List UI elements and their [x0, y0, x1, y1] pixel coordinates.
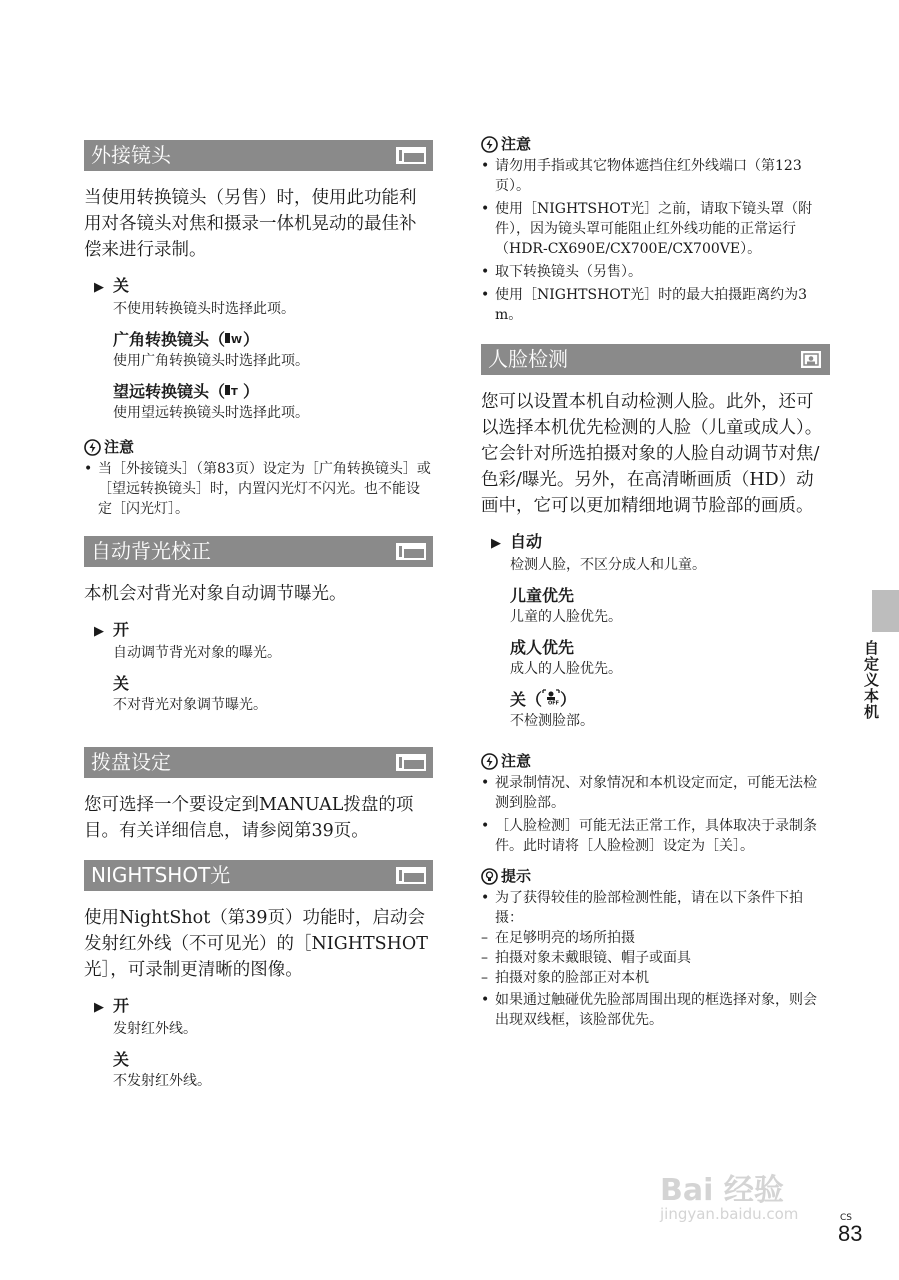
option-title: 成人优先	[510, 638, 575, 657]
caution-icon	[481, 753, 498, 770]
section-title: 自动背光校正	[91, 539, 211, 563]
face-off-icon	[542, 689, 560, 705]
language-code: CS	[840, 1213, 852, 1223]
tips-list	[481, 888, 830, 928]
svg-text:W: W	[231, 335, 243, 345]
menu-tab-icon	[395, 866, 427, 885]
option-adult-priority	[491, 637, 830, 679]
note-list	[481, 773, 830, 856]
note-title: 注意	[501, 135, 532, 153]
caution-icon	[481, 136, 498, 153]
default-arrow-icon: ▶	[94, 624, 104, 639]
watermark-logo: Bai 经验	[660, 1173, 784, 1208]
default-arrow-icon: ▶	[94, 280, 104, 295]
option-off	[94, 1049, 433, 1091]
tip-subitem: – 拍摄对象未戴眼镜、帽子或面具	[481, 948, 830, 968]
menu-tab-icon	[395, 146, 427, 165]
option-desc: 不发射红外线。	[113, 1073, 211, 1089]
option-auto	[491, 531, 830, 575]
section-body: 您可以设置本机自动检测人脸。此外，还可以选择本机优先检测的人脸（儿童或成人）。	[481, 392, 823, 438]
option-on	[94, 619, 433, 663]
tip-subitem: – 拍摄对象的脸部正对本机	[481, 968, 830, 988]
option-desc: 发射红外线。	[113, 1021, 197, 1037]
svg-text:OFF: OFF	[548, 700, 560, 705]
option-desc: 儿童的人脸优先。	[510, 609, 622, 625]
tip-sublist	[481, 928, 830, 988]
section-title: NIGHTSHOT光	[91, 863, 231, 887]
paren: ）	[243, 382, 260, 401]
note-heading	[481, 751, 830, 771]
tips-title: 提示	[501, 867, 532, 885]
tip-text: 为了获得较佳的脸部检测性能，请在以下条件下拍摄：	[495, 890, 803, 926]
section-header-backlight	[84, 536, 433, 567]
option-desc: 使用望远转换镜头时选择此项。	[113, 405, 309, 421]
note-item: • 请勿用手指或其它物体遮挡住红外线端口（第123页）。	[481, 156, 830, 196]
option-title: 关	[113, 276, 130, 295]
note-list	[481, 156, 830, 325]
tip-item	[481, 888, 830, 928]
section-body: 当使用转换镜头（另售）时，使用此功能利用对各镜头对焦和摄录一体机晃动的最佳补偿来进行录制。	[84, 188, 417, 260]
left-column	[84, 140, 433, 1101]
option-title: 开	[113, 996, 130, 1015]
note-item: • 当［外接镜头］（第83页）设定为［广角转换镜头］或［望远转换镜头］时，内置闪光灯不闪光。也不能设定［闪光灯］。	[84, 459, 433, 519]
chapter-label: 自定义本机	[862, 640, 880, 720]
lightbulb-icon	[481, 868, 498, 885]
option-off	[491, 689, 830, 731]
option-title: 关	[113, 1050, 130, 1069]
option-title: 儿童优先	[510, 586, 575, 605]
chapter-tab	[872, 590, 899, 632]
note-item: • 使用［NIGHTSHOT光］时的最大拍摄距离约为3 m。	[481, 285, 830, 325]
option-desc: 不对背光对象调节曝光。	[113, 697, 267, 713]
page-number: 83	[838, 1221, 863, 1246]
section-header-face-detection	[481, 344, 830, 375]
note-title: 注意	[104, 438, 135, 456]
paren: ）	[560, 690, 577, 709]
option-title: 开	[113, 620, 130, 639]
note-list	[84, 459, 433, 519]
menu-tab-icon	[395, 542, 427, 561]
option-off	[94, 275, 433, 319]
option-title: 广角转换镜头（	[113, 330, 226, 349]
default-arrow-icon: ▶	[94, 1000, 104, 1015]
option-child-priority	[491, 585, 830, 627]
option-desc: 不检测脸部。	[510, 713, 594, 729]
face-detect-icon	[800, 350, 822, 369]
note-item: • 取下转换镜头（另售）。	[481, 262, 830, 282]
wide-conversion-icon	[225, 331, 243, 345]
caution-icon	[84, 439, 101, 456]
paren: ）	[243, 330, 260, 349]
option-off	[94, 673, 433, 715]
option-desc: 不使用转换镜头时选择此项。	[113, 301, 295, 317]
option-desc: 检测人脸，不区分成人和儿童。	[510, 557, 706, 573]
option-title: 自动	[510, 532, 543, 551]
option-desc: 成人的人脸优先。	[510, 661, 622, 677]
option-on	[94, 995, 433, 1039]
section-header-external-lens	[84, 140, 433, 171]
note-item: • 使用［NIGHTSHOT光］之前，请取下镜头罩（附件），因为镜头罩可能阻止红外线功能的正常运行（HDR-CX690E/CX700E/CX700VE）。	[481, 199, 830, 259]
option-title: 望远转换镜头（	[113, 382, 226, 401]
section-body: 使用NightShot（第39页）功能时，启动会发射红外线（不可见光）的［NIGHTSHOT光］，可录制更清晰的图像。	[84, 908, 428, 980]
tip-subitem: – 在足够明亮的场所拍摄	[481, 928, 830, 948]
tip-item: • 如果通过触碰优先脸部周围出现的框选择对象，则会出现双线框，该脸部优先。	[481, 990, 830, 1030]
watermark	[660, 1165, 798, 1223]
option-desc: 使用广角转换镜头时选择此项。	[113, 353, 309, 369]
menu-tab-icon	[395, 753, 427, 772]
section-header-dial	[84, 747, 433, 778]
option-title: 关（	[510, 690, 543, 709]
tips-list	[481, 990, 830, 1030]
default-arrow-icon: ▶	[491, 536, 501, 551]
note-title: 注意	[501, 752, 532, 770]
note-item: • ［人脸检测］可能无法正常工作，具体取决于录制条件。此时请将［人脸检测］设定为［关］。	[481, 816, 830, 856]
option-wide	[94, 329, 433, 371]
option-tele	[94, 381, 433, 423]
option-title: 关	[113, 674, 130, 693]
section-body: 它会针对所选拍摄对象的人脸自动调节对焦/色彩/曝光。另外，在高清晰画质（HD）动画中，它可以更加精细地调节脸部的画质。	[481, 444, 820, 516]
tele-conversion-icon	[225, 383, 243, 397]
section-title: 外接镜头	[91, 143, 171, 167]
section-header-nightshot	[84, 860, 433, 891]
svg-text:T: T	[231, 387, 238, 397]
watermark-url: jingyan.baidu.com	[660, 1205, 799, 1223]
section-body: 您可选择一个要设定到MANUAL拨盘的项目。有关详细信息，请参阅第39页。	[84, 795, 414, 841]
note-heading	[84, 437, 433, 457]
option-desc: 自动调节背光对象的曝光。	[113, 645, 281, 661]
note-item: • 视录制情况、对象情况和本机设定而定，可能无法检测到脸部。	[481, 773, 830, 813]
right-column	[481, 134, 830, 1033]
section-body: 本机会对背光对象自动调节曝光。	[84, 584, 347, 604]
tips-heading	[481, 866, 830, 886]
section-title: 拨盘设定	[91, 750, 171, 774]
note-heading	[481, 134, 830, 154]
section-title: 人脸检测	[488, 347, 568, 371]
